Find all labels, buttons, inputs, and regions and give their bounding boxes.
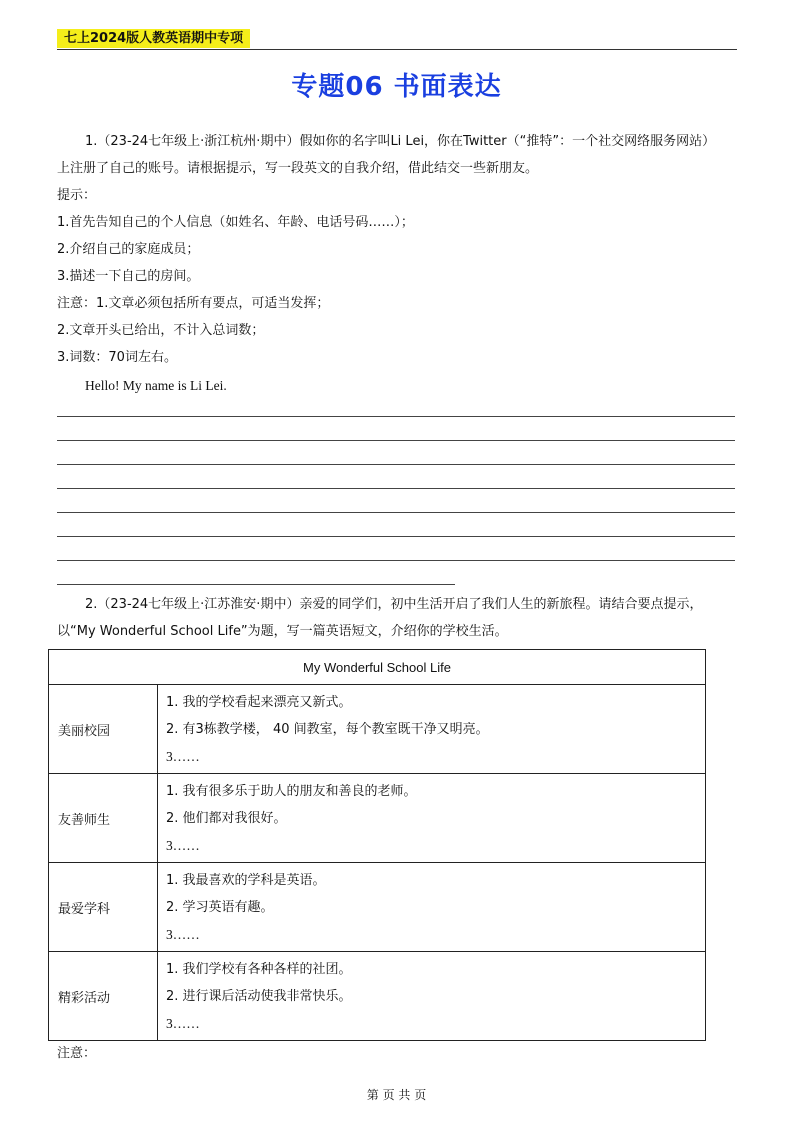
point: 3…… bbox=[166, 926, 200, 942]
point: 1. 我有很多乐于助人的朋友和善良的老师。 bbox=[166, 783, 417, 799]
row-points bbox=[158, 774, 706, 863]
writing-line bbox=[57, 488, 735, 489]
row-points bbox=[158, 685, 706, 774]
point: 3…… bbox=[166, 748, 200, 764]
writing-line bbox=[57, 464, 735, 465]
point: 3…… bbox=[166, 837, 200, 853]
page-title: 专题06 书面表达 bbox=[291, 72, 502, 102]
q2-prompt-line2: 以“My Wonderful School Life”为题，写一篇英语短文，介绍你的学校生活。 bbox=[57, 624, 508, 639]
q1-essay-start: Hello! My name is Li Lei. bbox=[85, 378, 227, 393]
point: 1. 我最喜欢的学科是英语。 bbox=[166, 872, 326, 888]
q1-note-3: 3.词数：70词左右。 bbox=[57, 350, 177, 365]
writing-line bbox=[57, 560, 735, 561]
q1-prompt-line1: 1.（23-24七年级上·浙江杭州·期中）假如你的名字叫Li Lei，你在Twitter（“推特”：一个社交网络服务网站） bbox=[85, 134, 716, 149]
table-row bbox=[49, 952, 706, 1041]
page-footer: 第 页 共 页 bbox=[366, 1088, 427, 1102]
point: 2. 进行课后活动使我非常快乐。 bbox=[166, 988, 352, 1004]
writing-line bbox=[57, 440, 735, 441]
row-category: 美丽校园 bbox=[49, 685, 158, 774]
row-points bbox=[158, 952, 706, 1041]
q1-note-1: 注意：1.文章必须包括所有要点，可适当发挥； bbox=[57, 296, 330, 311]
point: 1. 我的学校看起来漂亮又新式。 bbox=[166, 694, 352, 710]
table-row bbox=[49, 863, 706, 952]
outline-table bbox=[48, 649, 706, 1041]
writing-line bbox=[57, 512, 735, 513]
q1-hint-label: 提示： bbox=[57, 188, 97, 203]
header-divider bbox=[57, 49, 737, 50]
table-row bbox=[49, 774, 706, 863]
point: 2. 有3栋教学楼， 40 间教室，每个教室既干净又明亮。 bbox=[166, 721, 489, 737]
header-tag: 七上2024版人教英语期中专项 bbox=[57, 29, 250, 48]
writing-line bbox=[57, 536, 735, 537]
q1-hint-2: 2.介绍自己的家庭成员； bbox=[57, 242, 200, 257]
point: 2. 他们都对我很好。 bbox=[166, 810, 287, 826]
row-category: 精彩活动 bbox=[49, 952, 158, 1041]
q2-prompt-line1: 2.（23-24七年级上·江苏淮安·期中）亲爱的同学们，初中生活开启了我们人生的新旅程。请结合要点提示， bbox=[85, 597, 703, 612]
point: 3…… bbox=[166, 1015, 200, 1031]
point: 2. 学习英语有趣。 bbox=[166, 899, 274, 915]
q1-prompt-line2: 上注册了自己的账号。请根据提示，写一段英文的自我介绍，借此结交一些新朋友。 bbox=[57, 161, 539, 176]
row-points bbox=[158, 863, 706, 952]
q1-hint-3: 3.描述一下自己的房间。 bbox=[57, 269, 200, 284]
q1-note-2: 2.文章开头已给出，不计入总词数； bbox=[57, 323, 265, 338]
writing-line bbox=[57, 584, 455, 585]
row-category: 最爱学科 bbox=[49, 863, 158, 952]
table-heading: My Wonderful School Life bbox=[49, 650, 706, 685]
row-category: 友善师生 bbox=[49, 774, 158, 863]
writing-line bbox=[57, 416, 735, 417]
table-row bbox=[49, 685, 706, 774]
q2-note-label: 注意： bbox=[57, 1046, 97, 1061]
q1-hint-1: 1.首先告知自己的个人信息（如姓名、年龄、电话号码……）； bbox=[57, 215, 414, 230]
point: 1. 我们学校有各种各样的社团。 bbox=[166, 961, 352, 977]
